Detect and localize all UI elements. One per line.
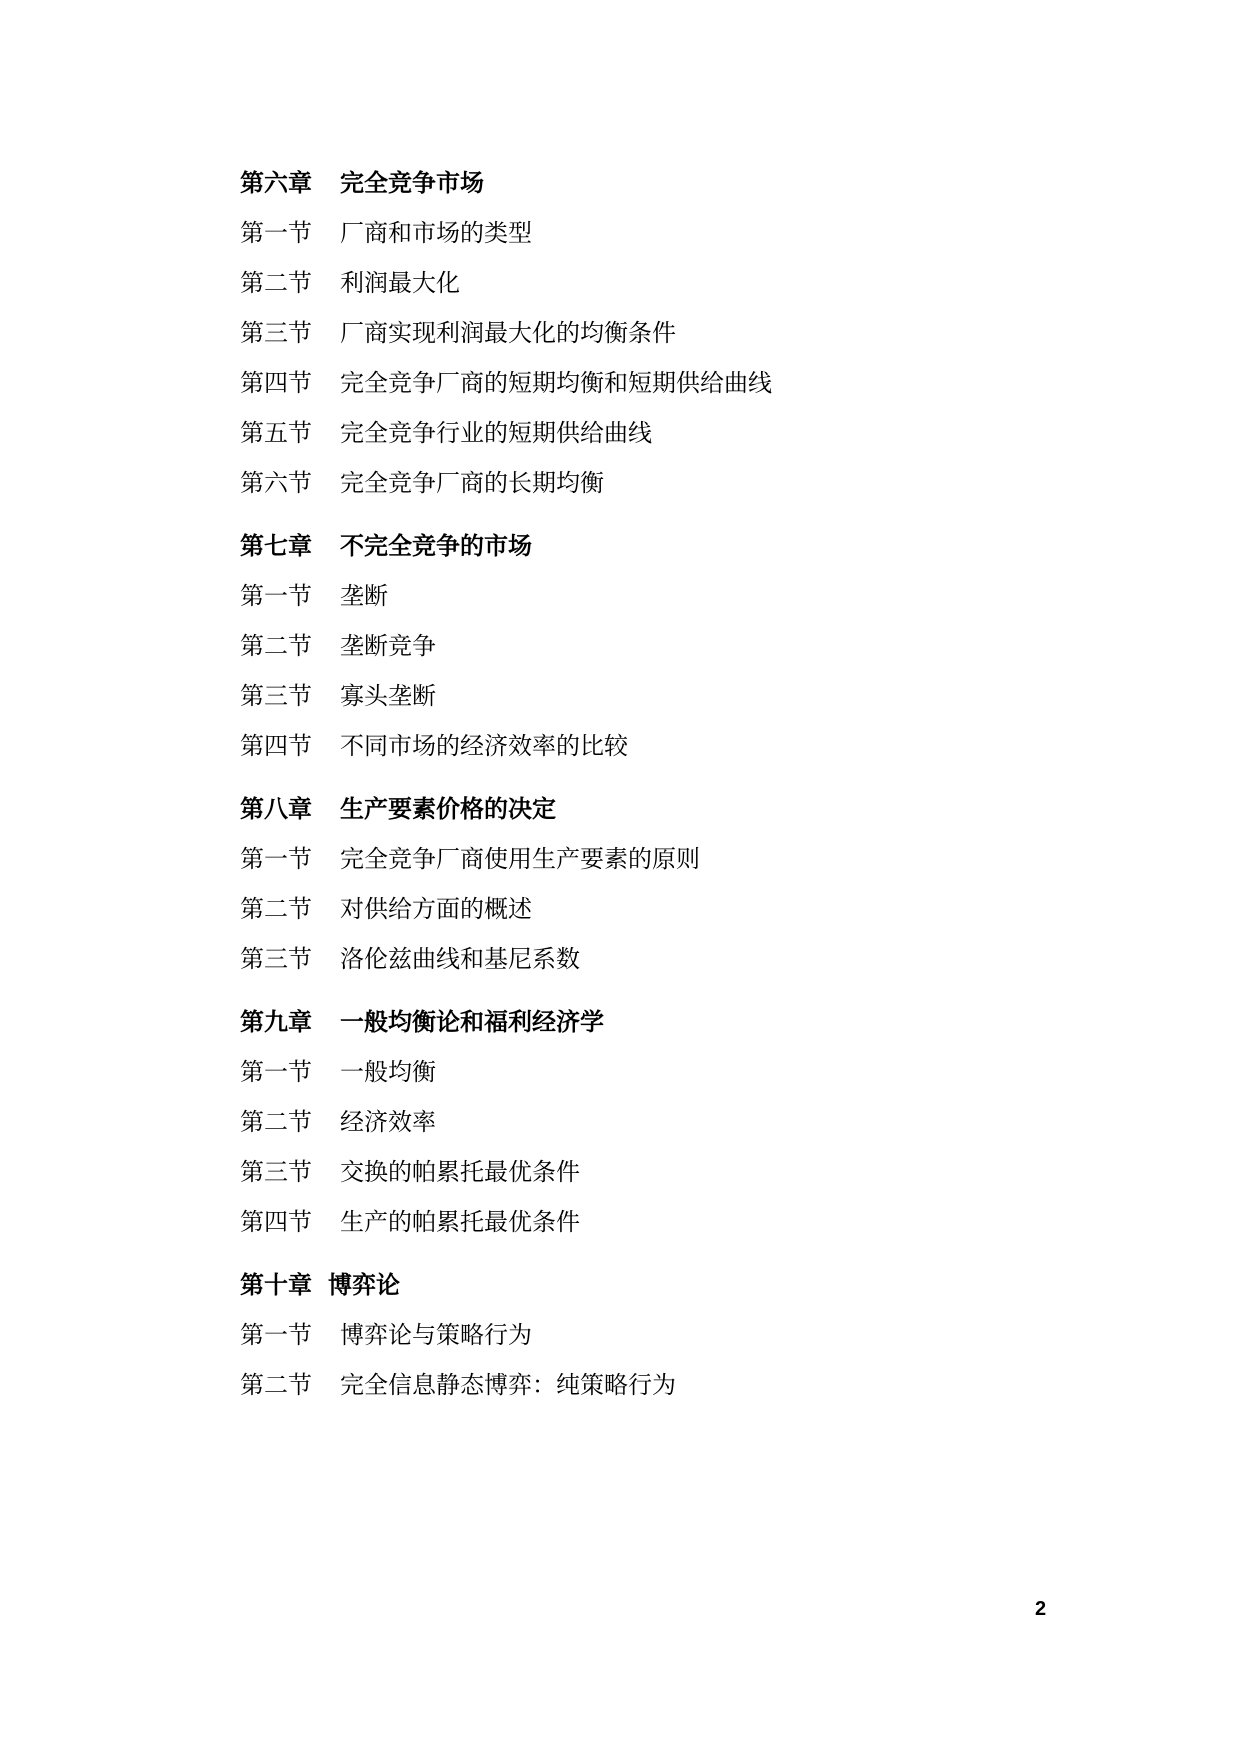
chapter-number: 第九章 [240,1008,312,1036]
section-entry [240,458,1140,508]
section-number: 第二节 [240,632,312,660]
section-title: 不同市场的经济效率的比较 [340,732,628,760]
section-title: 寡头垄断 [340,682,436,710]
section-title: 完全竞争厂商的长期均衡 [340,469,604,497]
chapter-heading [240,521,1140,571]
chapter-heading [240,784,1140,834]
section-title: 交换的帕累托最优条件 [340,1158,580,1186]
section-title: 垄断竞争 [340,632,436,660]
section-number: 第四节 [240,1208,312,1236]
section-entry [240,1360,1140,1410]
section-entry [240,621,1140,671]
section-entry [240,408,1140,458]
chapter-number: 第六章 [240,169,312,197]
section-title: 垄断 [340,582,388,610]
section-number: 第三节 [240,945,312,973]
section-number: 第一节 [240,219,312,247]
chapter-10 [240,1260,1140,1410]
section-title: 洛伦兹曲线和基尼系数 [340,945,580,973]
chapter-title: 博弈论 [328,1271,400,1299]
chapter-heading [240,1260,1140,1310]
section-number: 第一节 [240,1058,312,1086]
section-number: 第六节 [240,469,312,497]
section-entry [240,1047,1140,1097]
section-number: 第三节 [240,1158,312,1186]
section-entry [240,308,1140,358]
chapter-number: 第十章 [240,1271,312,1299]
section-title: 经济效率 [340,1108,436,1136]
section-entry [240,1197,1140,1247]
chapter-title: 生产要素价格的决定 [340,795,556,823]
chapter-number: 第七章 [240,532,312,560]
section-title: 完全竞争行业的短期供给曲线 [340,419,652,447]
section-entry [240,1097,1140,1147]
chapter-title: 完全竞争市场 [340,169,484,197]
chapter-heading [240,997,1140,1047]
section-title: 完全竞争厂商的短期均衡和短期供给曲线 [340,369,772,397]
section-title: 厂商和市场的类型 [340,219,532,247]
section-number: 第四节 [240,369,312,397]
chapter-heading [240,158,1140,208]
page-number: 2 [1035,1598,1047,1620]
table-of-contents [240,158,1140,1410]
section-number: 第一节 [240,582,312,610]
chapter-8 [240,784,1140,984]
section-title: 完全竞争厂商使用生产要素的原则 [340,845,700,873]
section-number: 第三节 [240,319,312,347]
section-number: 第五节 [240,419,312,447]
section-title: 厂商实现利润最大化的均衡条件 [340,319,676,347]
chapter-7 [240,521,1140,771]
section-entry [240,721,1140,771]
section-number: 第二节 [240,895,312,923]
section-entry [240,258,1140,308]
chapter-title: 不完全竞争的市场 [340,532,532,560]
section-number: 第二节 [240,1108,312,1136]
section-number: 第四节 [240,732,312,760]
chapter-6 [240,158,1140,508]
section-title: 完全信息静态博弈：纯策略行为 [340,1371,676,1399]
chapter-number: 第八章 [240,795,312,823]
section-entry [240,884,1140,934]
section-number: 第一节 [240,845,312,873]
chapter-9 [240,997,1140,1247]
section-title: 一般均衡 [340,1058,436,1086]
section-number: 第三节 [240,682,312,710]
section-number: 第二节 [240,1371,312,1399]
section-entry [240,671,1140,721]
section-title: 生产的帕累托最优条件 [340,1208,580,1236]
section-entry [240,1310,1140,1360]
section-number: 第一节 [240,1321,312,1349]
section-number: 第二节 [240,269,312,297]
section-title: 博弈论与策略行为 [340,1321,532,1349]
section-entry [240,1147,1140,1197]
section-entry [240,208,1140,258]
section-entry [240,358,1140,408]
section-entry [240,834,1140,884]
section-entry [240,934,1140,984]
section-entry [240,571,1140,621]
chapter-title: 一般均衡论和福利经济学 [340,1008,604,1036]
section-title: 对供给方面的概述 [340,895,532,923]
section-title: 利润最大化 [340,269,460,297]
